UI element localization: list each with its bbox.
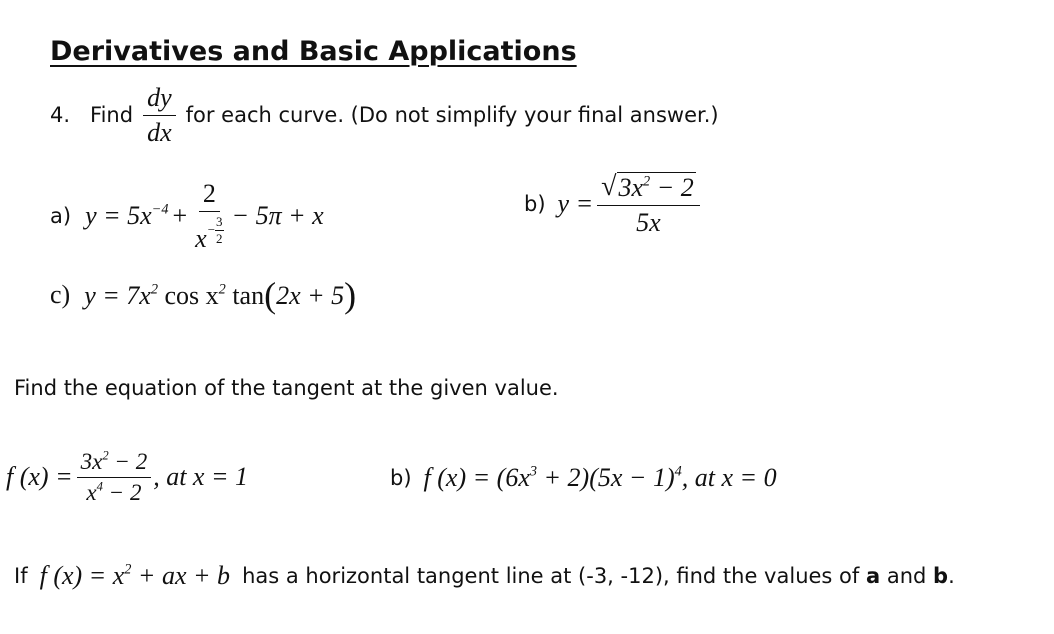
question-4	[50, 78, 719, 152]
part-b	[524, 156, 700, 252]
tangent-b	[390, 458, 777, 498]
part-a-equation	[85, 179, 324, 254]
tangent-a	[6, 440, 248, 514]
if-label: If	[14, 564, 28, 588]
part-a-numerator: 2	[199, 179, 220, 212]
part-a-den-base: x	[195, 223, 207, 253]
tangent-a-lhs: f (x) =	[6, 462, 73, 491]
last-text: has a horizontal tangent line at (-3, -12), find the values of a and b.	[242, 564, 955, 588]
part-a-plus: +	[172, 201, 188, 230]
question-number: 4.	[50, 103, 71, 127]
tangent-b-equation: f $(x) = (6x^3 + 2)(5x - 1)^4$, at x = 0	[423, 463, 777, 492]
part-b-label: b)	[524, 192, 546, 216]
close-paren: )	[344, 275, 357, 315]
tangent-a-numerator: $3x^2 - 2$	[77, 449, 152, 478]
page-title: Derivatives and Basic Applications	[50, 36, 577, 67]
tangent-a-condition: , at x = 1	[153, 462, 249, 491]
part-a-denominator	[191, 212, 227, 254]
part-a	[50, 168, 324, 264]
part-b-radicand: $3x^2 - 2$	[618, 172, 694, 202]
tangent-a-denominator: $x^4 - 2$	[86, 479, 142, 505]
part-b-denominator: 5x	[636, 207, 661, 237]
part-a-lhs: $y = 5x^{-4}$	[85, 201, 169, 230]
part-a-den-exp-sign: −	[207, 222, 216, 237]
horizontal-tangent-question	[14, 556, 955, 596]
part-a-label: a)	[50, 204, 72, 228]
sqrt-icon: √	[601, 170, 617, 202]
var-b: b	[933, 564, 949, 588]
part-b-lhs: y =	[557, 189, 594, 218]
part-c-label: c)	[50, 280, 71, 309]
part-a-den-exponent	[208, 214, 224, 247]
question-instruction: for each curve. (Do not simplify your final answer.)	[185, 103, 719, 127]
tangent-b-exponent-2: 4	[674, 463, 682, 480]
part-c-exponent-2: 2	[218, 281, 226, 298]
part-a-tail: − 5π + x	[231, 201, 324, 230]
part-a-den-exp-fraction	[215, 214, 224, 247]
dy-numerator: dy	[143, 83, 176, 116]
tangent-b-exponent-1: 3	[529, 463, 538, 480]
tangent-a-fraction	[77, 449, 152, 506]
part-a-fraction	[191, 179, 227, 254]
last-exponent: 2	[124, 561, 132, 578]
dy-dx-fraction	[143, 83, 176, 148]
part-b-equation	[558, 171, 700, 238]
open-paren: (	[264, 275, 277, 315]
var-a: a	[865, 564, 881, 588]
part-a-den-exp-num: 3	[216, 213, 223, 229]
tangent-b-label: b)	[390, 466, 412, 490]
dx-denominator: dx	[147, 117, 172, 147]
part-b-fraction	[597, 171, 700, 238]
tangent-a-equation	[6, 449, 248, 506]
part-c-equation: $y = 7x^2$ $\cos x^2$ tan(2x + 5)	[84, 275, 357, 315]
part-b-sqrt	[601, 171, 696, 203]
last-function: f $(x) = x^2$ + ax + b	[39, 561, 231, 590]
tangent-a-den-exponent: 4	[96, 479, 103, 494]
part-a-exponent: −4	[151, 201, 169, 218]
tangent-heading: Find the equation of the tangent at the given value.	[14, 376, 559, 400]
part-b-rad-exponent: 2	[643, 172, 651, 189]
part-a-den-exp-den: 2	[216, 230, 223, 246]
part-c-arg: 2x + 5	[276, 281, 345, 310]
part-c	[50, 270, 356, 320]
part-b-numerator	[597, 171, 700, 206]
tangent-a-num-exponent: 2	[102, 448, 109, 463]
find-label: Find	[90, 103, 134, 127]
part-c-exponent-1: 2	[150, 281, 158, 298]
